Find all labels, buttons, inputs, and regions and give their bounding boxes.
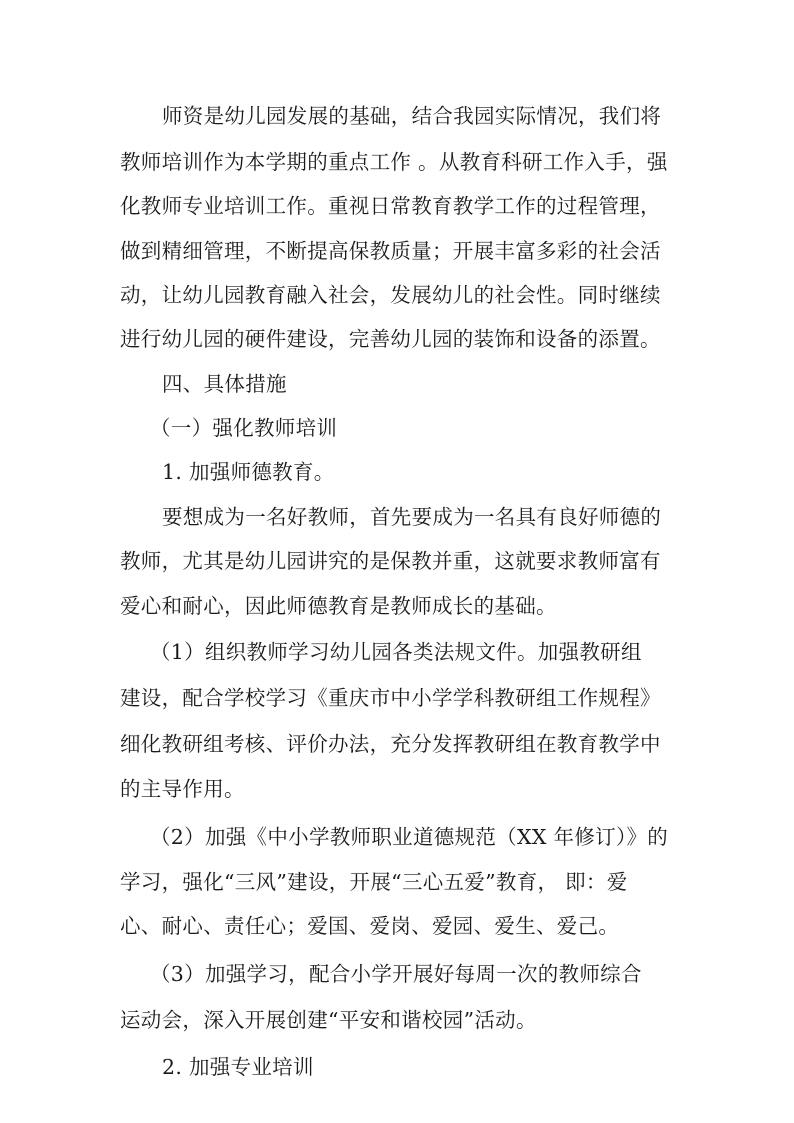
paragraph-line: （1）组织教师学习幼儿园各类法规文件。加强教研组 <box>150 640 642 664</box>
paragraph-line: （2）加强《中小学教师职业道德规范（XX 年修订）》的 <box>150 825 669 849</box>
paragraph-line: 化教师专业培训工作。重视日常教育教学工作的过程管理， <box>120 194 661 218</box>
paragraph-line: 做到精细管理，不断提高保教质量；开展丰富多彩的社会活 <box>120 239 661 263</box>
paragraph-line: 学习，强化“三风”建设，开展“三心五爱”教育， 即：爱 <box>120 870 628 894</box>
paragraph-line: （3）加强学习，配合小学开展好每周一次的教师综合 <box>150 962 642 986</box>
paragraph-line: 心、耐心、责任心；爱国、爱岗、爱园、爱生、爱己。 <box>120 914 620 938</box>
paragraph-line: 运动会，深入开展创建“平安和谐校园”活动。 <box>120 1008 537 1032</box>
subsection-heading: （一）强化教师培训 <box>150 416 338 440</box>
paragraph-line: 动，让幼儿园教育融入社会，发展幼儿的社会性。同时继续 <box>120 283 661 307</box>
paragraph-line: 建设，配合学校学习《重庆市中小学学科教研组工作规程》 <box>120 686 661 710</box>
item-heading: 2. 加强专业培训 <box>162 1055 314 1079</box>
section-heading: 四、具体措施 <box>162 372 287 396</box>
paragraph-line: 教师培训作为本学期的重点工作 。从教育科研工作入手，强 <box>120 150 668 174</box>
paragraph-line: 要想成为一名好教师，首先要成为一名具有良好师德的 <box>162 505 662 529</box>
paragraph-line: 的主导作用。 <box>120 777 245 801</box>
paragraph-line: 进行幼儿园的硬件建设，完善幼儿园的装饰和设备的添置。 <box>120 327 661 351</box>
paragraph-line: 细化教研组考核、评价办法，充分发挥教研组在教育教学中 <box>120 732 661 756</box>
paragraph-line: 爱心和耐心，因此师德教育是教师成长的基础。 <box>120 594 557 618</box>
item-heading: 1. 加强师德教育。 <box>162 460 335 484</box>
paragraph-line: 师资是幼儿园发展的基础，结合我园实际情况，我们将 <box>162 104 662 128</box>
paragraph-line: 教师，尤其是幼儿园讲究的是保教并重，这就要求教师富有 <box>120 549 661 573</box>
